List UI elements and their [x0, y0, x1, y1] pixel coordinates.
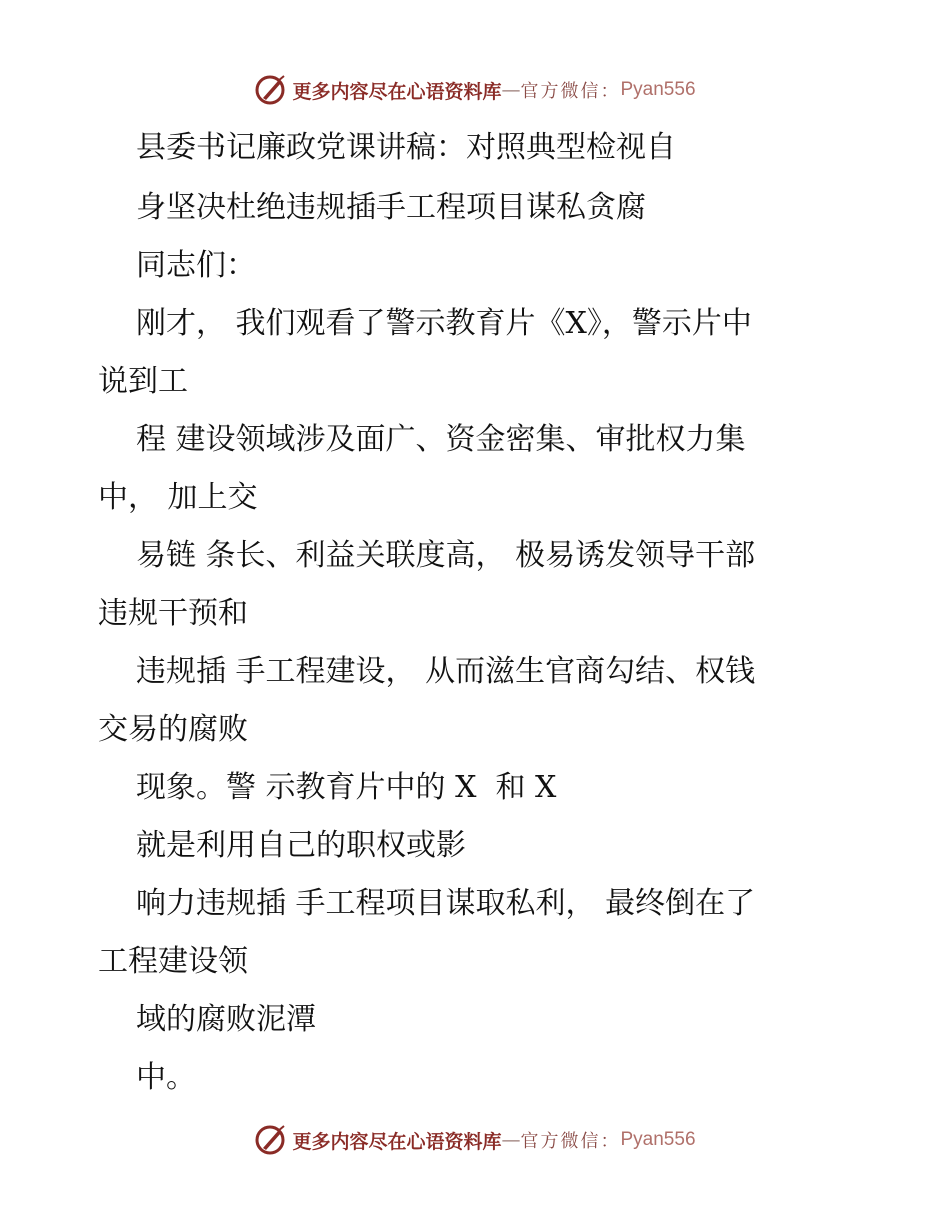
- paragraph-line: 交易的腐败: [98, 712, 248, 747]
- banner-main-text: 更多内容尽在心语资料库: [292, 80, 502, 103]
- banner-main-text: 更多内容尽在心语资料库: [292, 1130, 502, 1153]
- banner-separator: —: [501, 1129, 521, 1151]
- paragraph-line: 违规干预和: [98, 596, 248, 631]
- salutation: 同志们：: [136, 248, 256, 283]
- paragraph-line: 易链 条长、利益关联度高， 极易诱发领导干部: [136, 538, 756, 573]
- banner-official-label: 官方微信：: [520, 1131, 621, 1152]
- paragraph-line: 就是利用自己的职权或影: [136, 828, 466, 863]
- banner-official-label: 官方微信：: [520, 81, 621, 102]
- paragraph-line: 违规插 手工程建设， 从而滋生官商勾结、权钱: [136, 654, 756, 689]
- quill-logo-icon: [254, 73, 288, 107]
- paragraph-line: 程 建设领域涉及面广、资金密集、审批权力集: [136, 422, 746, 457]
- paragraph-line: 中， 加上交: [98, 480, 258, 515]
- paragraph-line: 现象。警 示教育片中的 X 和 X: [136, 770, 557, 805]
- paragraph-line: 工程建设领: [98, 944, 248, 979]
- paragraph-line: 说到工: [98, 364, 188, 399]
- banner-wechat-id: Pyan556: [620, 1129, 696, 1150]
- banner-wechat-id: Pyan556: [620, 79, 696, 100]
- header-banner: [0, 70, 950, 110]
- paragraph-line: 响力违规插 手工程项目谋取私利， 最终倒在了: [136, 886, 756, 921]
- title-line-1: 县委书记廉政党课讲稿：对照典型检视自: [136, 130, 676, 165]
- banner-separator: —: [501, 79, 521, 101]
- paragraph-line: 刚才， 我们观看了警示教育片《X》，警示片中: [136, 306, 752, 341]
- title-line-2: 身坚决杜绝违规插手工程项目谋私贪腐: [136, 190, 646, 225]
- paragraph-line: 中。: [136, 1060, 196, 1095]
- footer-banner: [0, 1120, 950, 1160]
- quill-logo-icon: [254, 1123, 288, 1157]
- paragraph-line: 域的腐败泥潭: [136, 1002, 316, 1037]
